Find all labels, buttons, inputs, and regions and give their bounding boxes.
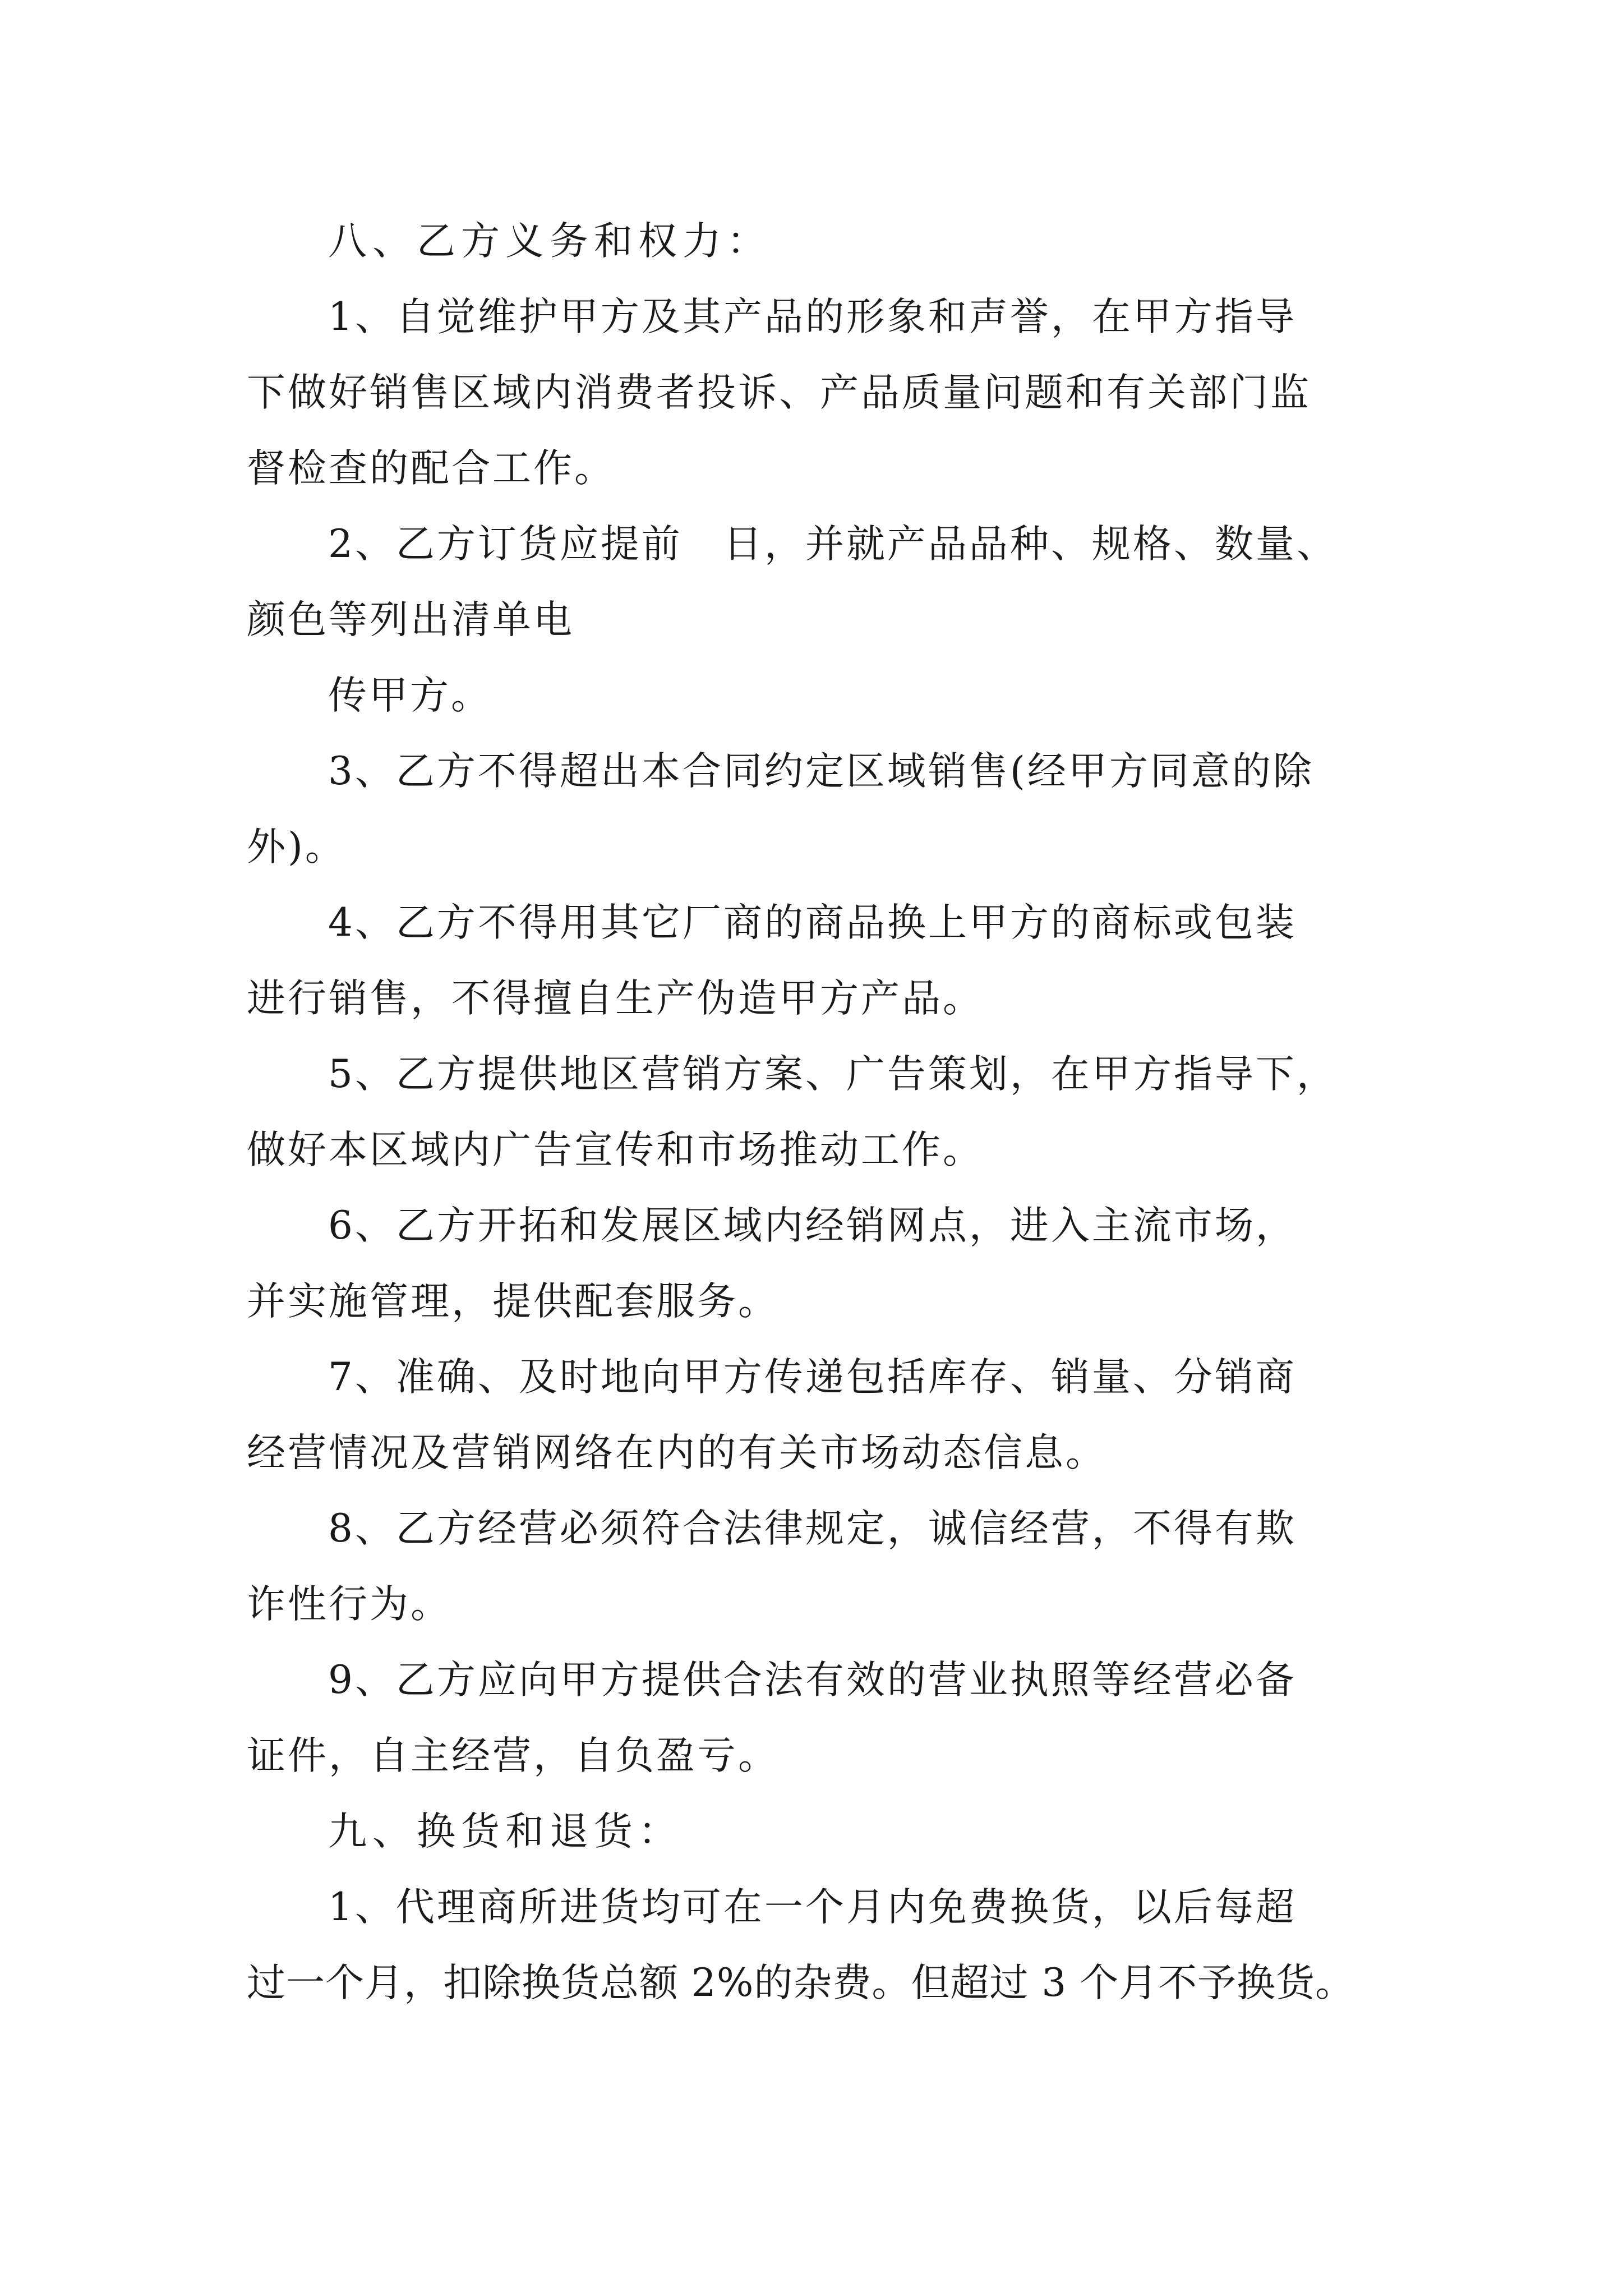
- clause-line: 8、乙方经营必须符合法律规定，诚信经营，不得有欺: [328, 1506, 1297, 1551]
- clause-line: 过一个月，扣除换货总额 2%的杂费。但超过 3 个月不予换货。: [247, 1961, 1355, 2005]
- clause-line: 下做好销售区域内消费者投诉、产品质量问题和有关部门监: [247, 370, 1311, 415]
- clause-line: 5、乙方提供地区营销方案、广告策划，在甲方指导下，: [328, 1052, 1338, 1097]
- clause-line: 1、自觉维护甲方及其产品的形象和声誉，在甲方指导: [328, 295, 1297, 339]
- section-heading-9: 九、换货和退货：: [328, 1809, 683, 1854]
- clause-line: 6、乙方开拓和发展区域内经销网点，进入主流市场，: [328, 1203, 1297, 1248]
- clause-line: 督检查的配合工作。: [247, 446, 615, 491]
- clause-line: 做好本区域内广告宣传和市场推动工作。: [247, 1128, 984, 1172]
- section-heading-8: 八、乙方义务和权力：: [328, 219, 771, 264]
- clause-line: 传甲方。: [328, 673, 492, 718]
- clause-line: 并实施管理，提供配套服务。: [247, 1279, 779, 1324]
- clause-line: 颜色等列出清单电: [247, 597, 574, 642]
- clause-line: 证件，自主经营，自负盈亏。: [247, 1733, 779, 1778]
- clause-line: 外)。: [247, 825, 346, 869]
- clause-line: 7、准确、及时地向甲方传递包括库存、销量、分销商: [328, 1355, 1297, 1400]
- clause-line: 2、乙方订货应提前 日，并就产品品种、规格、数量、: [328, 522, 1338, 567]
- clause-line: 诈性行为。: [247, 1582, 451, 1627]
- clause-line: 4、乙方不得用其它厂商的商品换上甲方的商标或包装: [328, 900, 1297, 945]
- clause-line: 3、乙方不得超出本合同约定区域销售(经甲方同意的除: [328, 749, 1314, 794]
- clause-line: 9、乙方应向甲方提供合法有效的营业执照等经营必备: [328, 1658, 1297, 1703]
- clause-line: 进行销售，不得擅自生产伪造甲方产品。: [247, 976, 984, 1021]
- clause-line: 1、代理商所进货均可在一个月内免费换货，以后每超: [328, 1885, 1297, 1930]
- clause-line: 经营情况及营销网络在内的有关市场动态信息。: [247, 1430, 1106, 1475]
